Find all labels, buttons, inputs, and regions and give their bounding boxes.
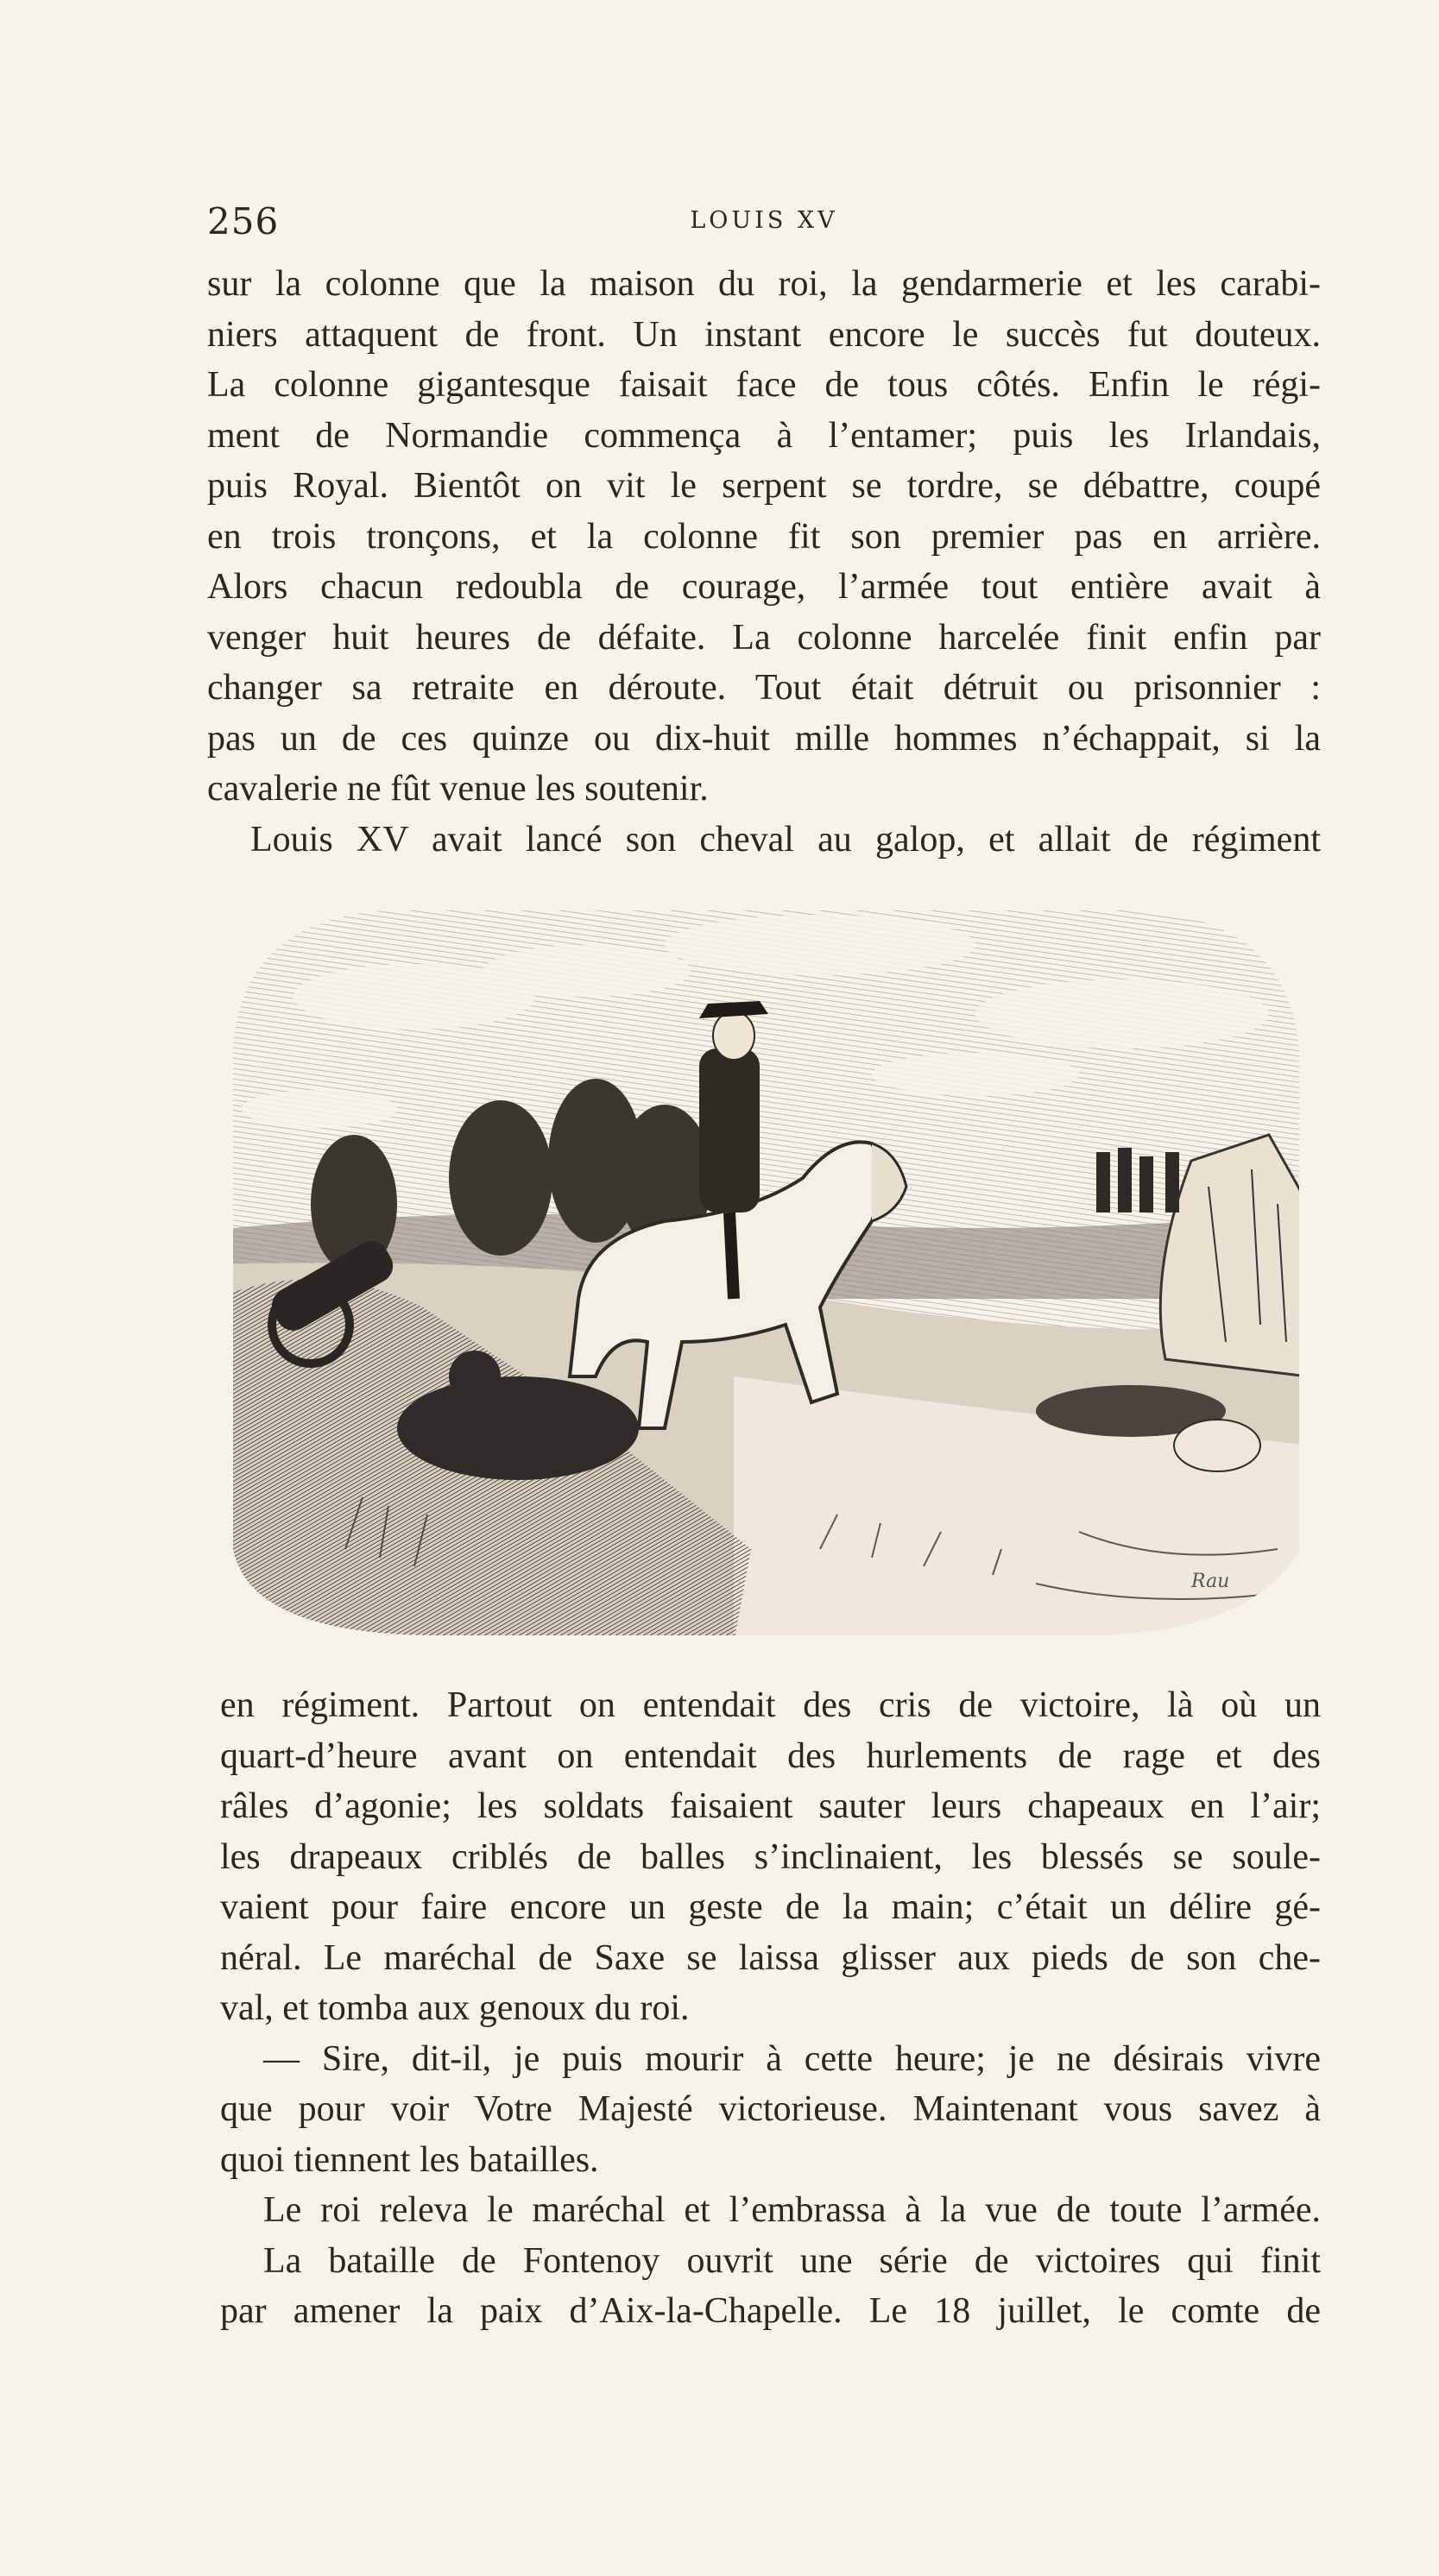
text-line: venger huit heures de défaite. La colonne harcelée finit enfin par: [207, 617, 1321, 658]
text-line: les drapeaux criblés de balles s’inclinaient, les blessés se soule-: [220, 1836, 1321, 1877]
body-text-bottom: [220, 1680, 1321, 2337]
engraver-signature: Rau: [1191, 1571, 1230, 1592]
text-line: en régiment. Partout on entendait des cris de victoire, là où un: [220, 1685, 1321, 1725]
text-line: néral. Le maréchal de Saxe se laissa glisser aux pieds de son che-: [220, 1937, 1321, 1978]
text-line: changer sa retraite en déroute. Tout était détruit ou prisonnier :: [207, 668, 1321, 708]
text-line: quoi tiennent les batailles.: [220, 2139, 599, 2180]
text-line: vaient pour faire encore un geste de la main; c’était un délire gé-: [220, 1887, 1321, 1927]
page-header: [207, 200, 1321, 252]
text-line: Alors chacun redoubla de courage, l’armée tout entière avait à: [207, 567, 1321, 607]
text-line: — Sire, dit-il, je puis mourir à cette heure; je ne désirais vivre: [263, 2038, 1321, 2079]
body-text-top: [207, 259, 1321, 865]
text-line: par amener la paix d’Aix-la-Chapelle. Le 18 juillet, le comte de: [220, 2291, 1321, 2331]
battle-engraving-illustration: [216, 893, 1312, 1644]
running-title: LOUIS XV: [690, 207, 838, 234]
text-line: Le roi releva le maréchal et l’embrassa à la vue de toute l’armée.: [263, 2190, 1321, 2230]
text-line: sur la colonne que la maison du roi, la gendarmerie et les carabi-: [207, 264, 1321, 304]
text-line: val, et tomba aux genoux du roi.: [220, 1988, 690, 2028]
text-line: que pour voir Votre Majesté victorieuse. Maintenant vous savez à: [220, 2089, 1321, 2129]
text-line: en trois tronçons, et la colonne fit son premier pas en arrière.: [207, 516, 1321, 557]
text-line: cavalerie ne fût venue les soutenir.: [207, 769, 709, 809]
text-line: puis Royal. Bientôt on vit le serpent se tordre, se débattre, coupé: [207, 466, 1321, 506]
text-line: quart-d’heure avant on entendait des hurlements de rage et des: [220, 1735, 1321, 1776]
text-line: râles d’agonie; les soldats faisaient sauter leurs chapeaux en l’air;: [220, 1786, 1321, 1826]
text-line: La colonne gigantesque faisait face de tous côtés. Enfin le régi-: [207, 365, 1321, 405]
text-line: niers attaquent de front. Un instant encore le succès fut douteux.: [207, 314, 1321, 355]
text-line: pas un de ces quinze ou dix-huit mille hommes n’échappait, si la: [207, 718, 1321, 759]
text-line: Louis XV avait lancé son cheval au galop, et allait de régiment: [250, 819, 1321, 860]
page-number: 256: [207, 200, 280, 242]
text-line: La bataille de Fontenoy ouvrit une série de victoires qui finit: [263, 2240, 1321, 2281]
text-line: ment de Normandie commença à l’entamer; puis les Irlandais,: [207, 415, 1321, 456]
